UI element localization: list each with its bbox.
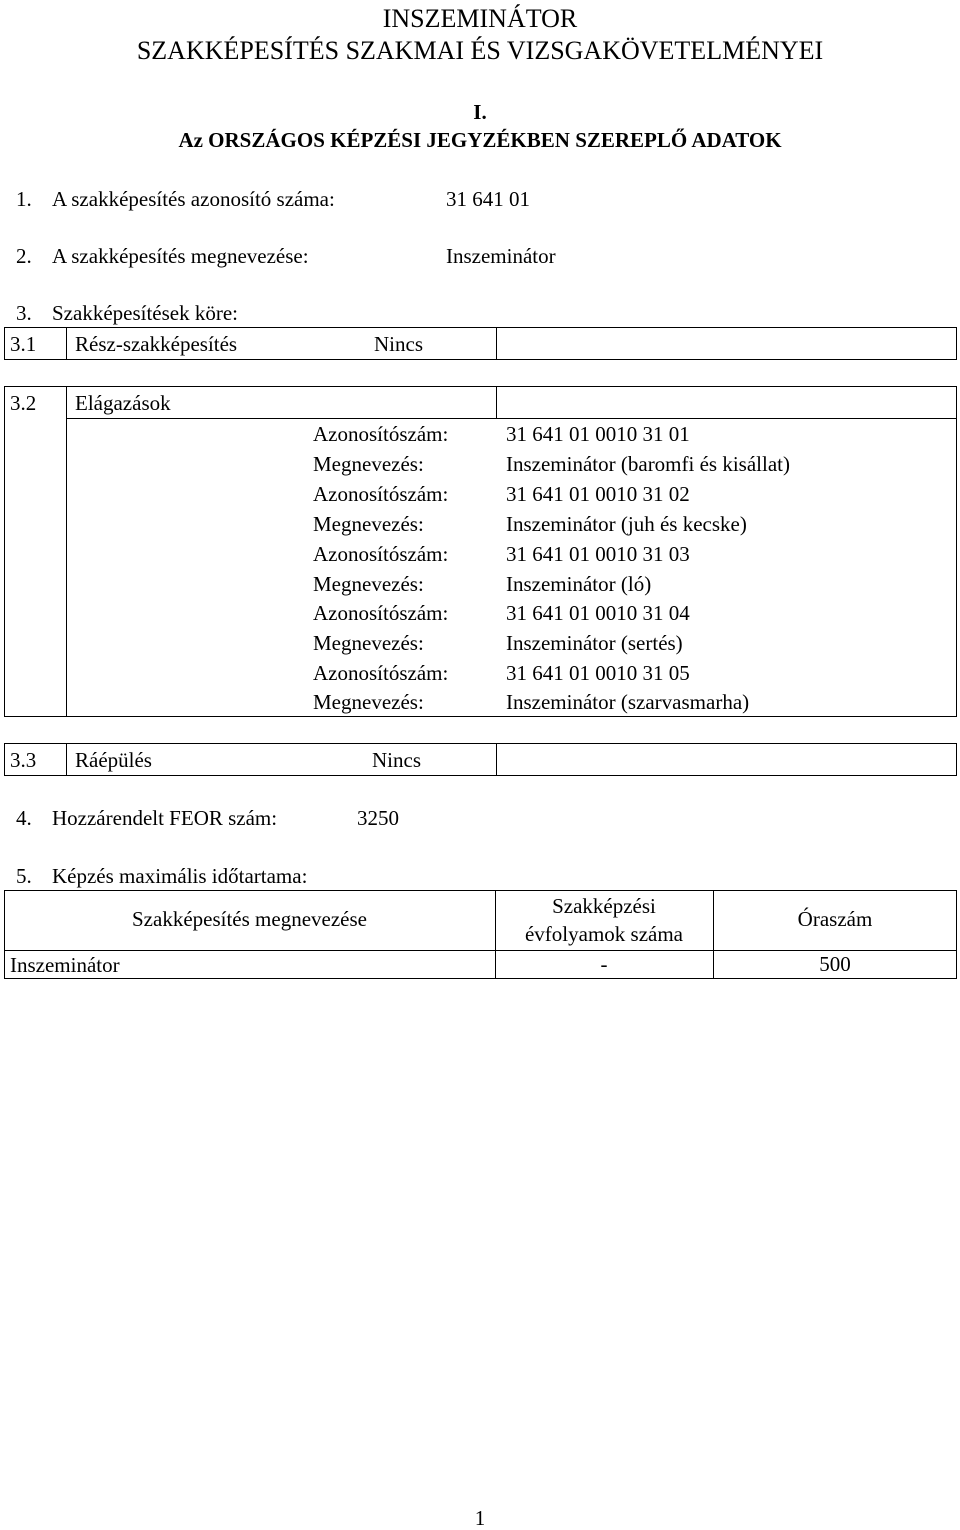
row-3-3-number: 3.3 (10, 748, 37, 772)
item4-label: Hozzárendelt FEOR szám: (52, 806, 278, 830)
document-title-line1: INSZEMINÁTOR (382, 4, 578, 33)
row-3-3-value: Nincs (372, 748, 421, 772)
branch-id-label: Azonosítószám: (313, 661, 449, 685)
row-3-1-number: 3.1 (10, 332, 37, 356)
row-qualification-name: Inszeminátor (10, 953, 120, 977)
branch-name: Inszeminátor (juh és kecske) (506, 512, 747, 536)
item4-value: 3250 (357, 806, 399, 830)
item1-label: A szakképesítés azonosító száma: (52, 187, 335, 211)
header-qualification-name: Szakképesítés megnevezése (132, 907, 367, 931)
branch-id: 31 641 01 0010 31 04 (506, 601, 690, 625)
row-hours: 500 (819, 952, 851, 976)
item2-value: Inszeminátor (446, 244, 556, 268)
header-years-line2: évfolyamok száma (524, 922, 684, 946)
branch-id: 31 641 01 0010 31 05 (506, 661, 690, 685)
branch-id-label: Azonosítószám: (313, 542, 449, 566)
row-3-1-divider-1 (66, 327, 67, 360)
branch-name: Inszeminátor (szarvasmarha) (506, 690, 750, 714)
branches-table (4, 386, 957, 717)
row-3-1-label: Rész-szakképesítés (75, 332, 238, 356)
branch-id-label: Azonosítószám: (313, 482, 449, 506)
item2-number: 2. (16, 244, 32, 268)
branch-id: 31 641 01 0010 31 01 (506, 422, 690, 446)
item1-number: 1. (16, 187, 32, 211)
row-3-2-number: 3.2 (10, 391, 37, 415)
row-3-1-divider-2 (496, 327, 497, 360)
branch-name: Inszeminátor (ló) (506, 572, 652, 596)
item2-label: A szakképesítés megnevezése: (52, 244, 309, 268)
item4-number: 4. (16, 806, 32, 830)
row-3-3-divider-2 (496, 743, 497, 776)
branch-name-label: Megnevezés: (313, 452, 424, 476)
branch-id: 31 641 01 0010 31 02 (506, 482, 690, 506)
branch-name: Inszeminátor (sertés) (506, 631, 683, 655)
branches-header-line (66, 418, 957, 419)
header-years-line1: Szakképzési (552, 894, 656, 918)
row-3-2-label: Elágazások (75, 391, 171, 415)
header-hours: Óraszám (797, 907, 873, 931)
row-years: - (600, 952, 608, 976)
branch-id-label: Azonosítószám: (313, 601, 449, 625)
branches-divider-left (66, 386, 67, 717)
row-3-3-label: Ráépülés (75, 748, 152, 772)
document-title-line2: SZAKKÉPESÍTÉS SZAKMAI ÉS VIZSGAKÖVETELMÉNYEI (136, 36, 824, 65)
item1-value: 31 641 01 (446, 187, 530, 211)
item5-label: Képzés maximális időtartama: (52, 864, 308, 888)
branch-name-label: Megnevezés: (313, 572, 424, 596)
branch-id-label: Azonosítószám: (313, 422, 449, 446)
item5-number: 5. (16, 864, 32, 888)
branches-divider-header (496, 386, 497, 419)
branch-name-label: Megnevezés: (313, 631, 424, 655)
page-number: 1 (474, 1506, 486, 1530)
row-3-3-divider-1 (66, 743, 67, 776)
row-3-1-value: Nincs (374, 332, 423, 356)
branch-id: 31 641 01 0010 31 03 (506, 542, 690, 566)
section-numeral: I. (473, 100, 487, 124)
item3-label: Szakképesítések köre: (52, 301, 239, 325)
section-heading: Az ORSZÁGOS KÉPZÉSI JEGYZÉKBEN SZEREPLŐ ADATOK (178, 128, 782, 152)
item3-number: 3. (16, 301, 32, 325)
branch-name: Inszeminátor (baromfi és kisállat) (506, 452, 790, 476)
branch-name-label: Megnevezés: (313, 690, 424, 714)
branch-name-label: Megnevezés: (313, 512, 424, 536)
